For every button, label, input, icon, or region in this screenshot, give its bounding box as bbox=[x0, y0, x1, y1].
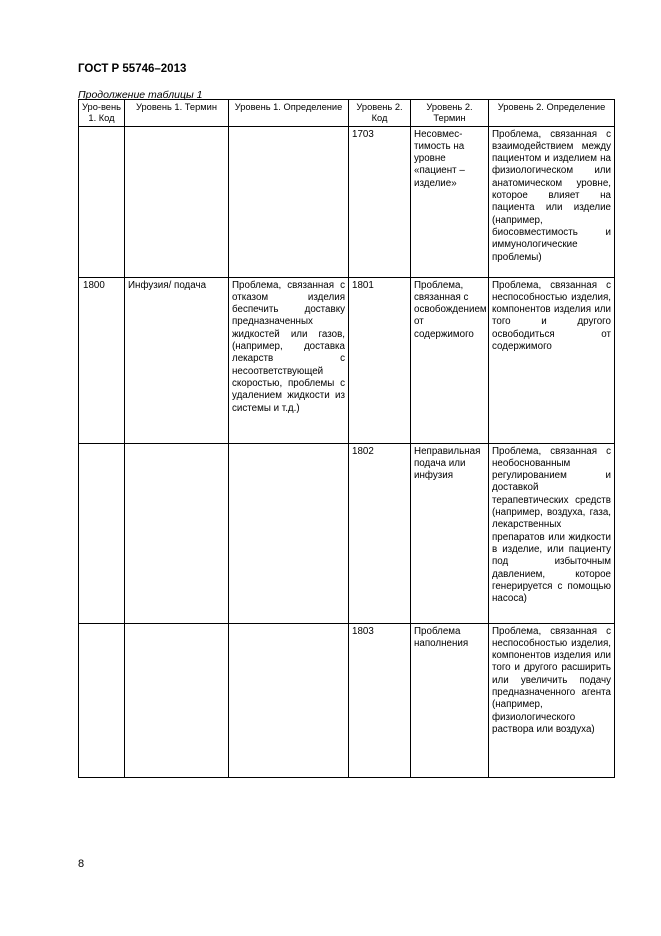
level1-term-cell bbox=[125, 443, 229, 623]
column-header-level1-term: Уровень 1. Термин bbox=[125, 100, 229, 127]
table-header-row bbox=[79, 100, 615, 127]
level2-code-cell: 1703 bbox=[349, 126, 411, 277]
level1-code-cell bbox=[79, 126, 125, 277]
level1-term-cell: Инфузия/ подача bbox=[125, 277, 229, 443]
level2-definition-cell: Проблема, связанная с необоснованным регулированием и доставкой терапевтических средств (например, воздуха, газа, лекарственных препаратов или жидкости в изделие, или пациенту под избыточным давлением, которое генерируется с помощью насоса) bbox=[489, 443, 615, 623]
column-header-level1-definition: Уровень 1. Определение bbox=[229, 100, 349, 127]
level1-code-cell bbox=[79, 623, 125, 777]
document-id: ГОСТ Р 55746–2013 bbox=[78, 63, 187, 75]
level2-term-cell: Проблема наполнения bbox=[411, 623, 489, 777]
level1-code-cell bbox=[79, 443, 125, 623]
level2-term-cell: Несовмес-тимость на уровне «пациент – изделие» bbox=[411, 126, 489, 277]
level2-term-cell: Неправильная подача или инфузия bbox=[411, 443, 489, 623]
level2-code-cell: 1802 bbox=[349, 443, 411, 623]
level2-code-cell: 1801 bbox=[349, 277, 411, 443]
level1-code-cell: 1800 bbox=[79, 277, 125, 443]
table-row bbox=[79, 623, 615, 777]
level2-code-cell: 1803 bbox=[349, 623, 411, 777]
table-row bbox=[79, 126, 615, 277]
level1-term-cell bbox=[125, 623, 229, 777]
level1-definition-cell bbox=[229, 443, 349, 623]
table-caption: Продолжение таблицы 1 bbox=[78, 89, 203, 101]
table-row bbox=[79, 277, 615, 443]
problem-codes-table bbox=[78, 99, 615, 778]
level2-definition-cell: Проблема, связанная с неспособностью изделия, компонентов изделия или того и другого освободиться от содержимого bbox=[489, 277, 615, 443]
table-row bbox=[79, 443, 615, 623]
level1-definition-cell bbox=[229, 126, 349, 277]
column-header-level2-definition: Уровень 2. Определение bbox=[489, 100, 615, 127]
column-header-level1-code: Уро-вень 1. Код bbox=[79, 100, 125, 127]
column-header-level2-term: Уровень 2. Термин bbox=[411, 100, 489, 127]
level2-definition-cell: Проблема, связанная с неспособностью изделия, компонентов изделия или того и другого расширить или увеличить подачу предназначенного агента (например, физиологического раствора или воздуха) bbox=[489, 623, 615, 777]
level1-definition-cell bbox=[229, 623, 349, 777]
level2-definition-cell: Проблема, связанная с взаимодействием между пациентом и изделием на физиологическом или анатомическом уровне, которое влияет на пациента или изделие (например, биосовместимость и иммунологические проблемы) bbox=[489, 126, 615, 277]
column-header-level2-code: Уровень 2. Код bbox=[349, 100, 411, 127]
level2-term-cell: Проблема, связанная с освобождением от содержимого bbox=[411, 277, 489, 443]
level1-term-cell bbox=[125, 126, 229, 277]
level1-definition-cell: Проблема, связанная с отказом изделия беспечить доставку предназначенных жидкостей или газов, (например, доставка лекарств с несоответствующей скоростью, проблемы с удалением жидкости из системы и т.д.) bbox=[229, 277, 349, 443]
page-number: 8 bbox=[78, 858, 85, 870]
